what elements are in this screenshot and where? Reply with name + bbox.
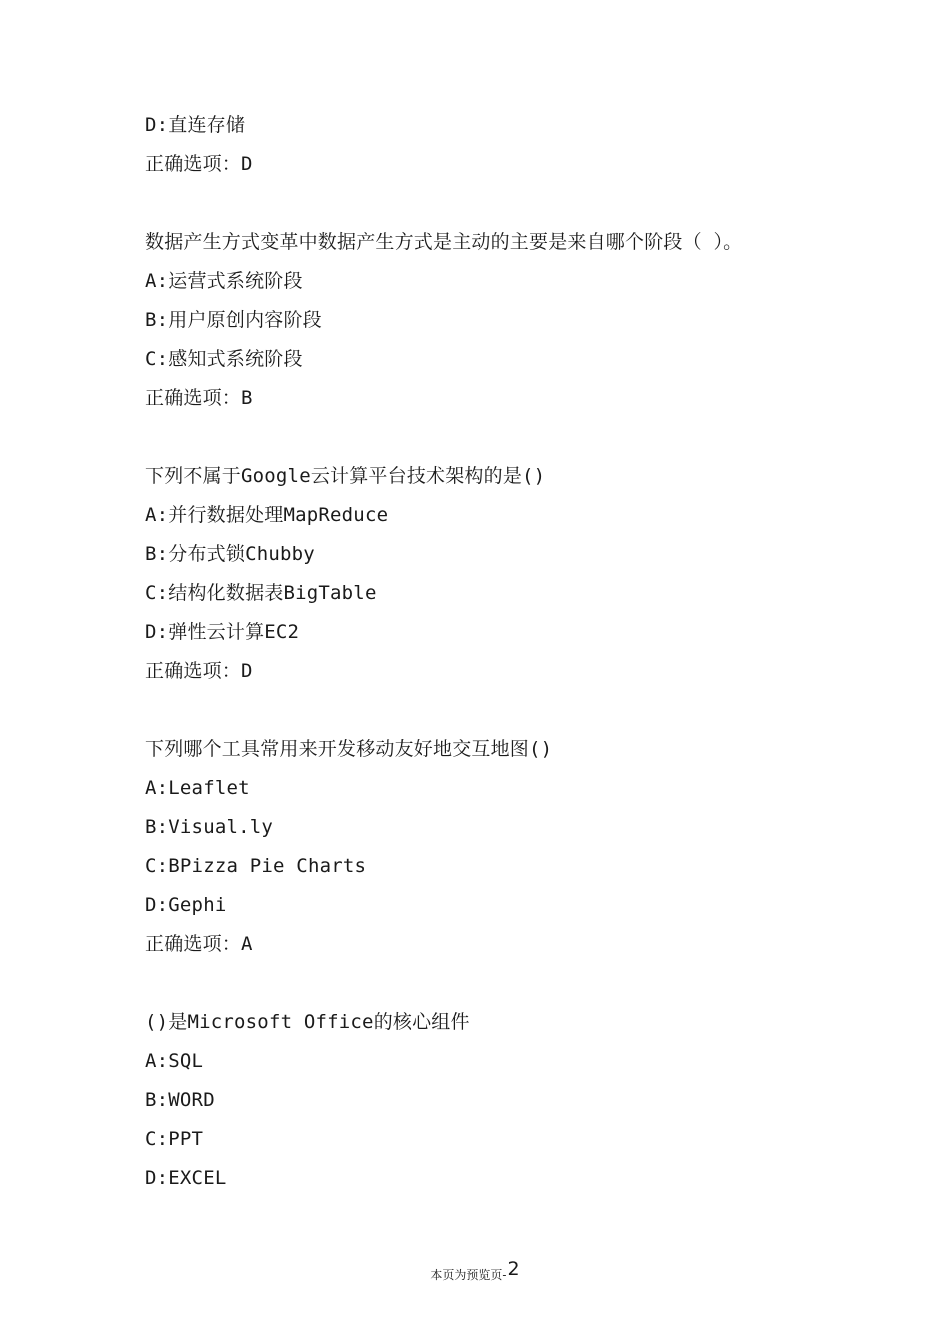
question-block: [145, 106, 865, 184]
option-c: C:PPT: [145, 1128, 204, 1150]
option-c: C:感知式系统阶段: [145, 348, 303, 370]
option-a: A:运营式系统阶段: [145, 270, 303, 292]
correct-answer: 正确选项：A: [145, 933, 253, 955]
option-b: B:Visual.ly: [145, 816, 274, 838]
option-d: D:EXCEL: [145, 1167, 227, 1189]
option-b: B:WORD: [145, 1089, 215, 1111]
question-stem: 数据产生方式变革中数据产生方式是主动的主要是来自哪个阶段（ ）。: [145, 231, 743, 253]
option-c: C:BPizza Pie Charts: [145, 855, 367, 877]
spacer: [145, 964, 865, 1003]
question-stem: ()是Microsoft Office的核心组件: [145, 1011, 470, 1033]
question-list: [145, 106, 865, 1198]
option-a: A:Leaflet: [145, 777, 250, 799]
question-block: [145, 730, 865, 964]
option-d: D:Gephi: [145, 894, 227, 916]
correct-answer: 正确选项：B: [145, 387, 253, 409]
question-block: [145, 1003, 865, 1198]
correct-answer: 正确选项：D: [145, 660, 253, 682]
question-block: [145, 457, 865, 691]
page-footer: [0, 1258, 950, 1284]
correct-answer: 正确选项：D: [145, 153, 253, 175]
spacer: [145, 691, 865, 730]
page-number: 2: [507, 1258, 520, 1280]
question-block: [145, 223, 865, 418]
spacer: [145, 418, 865, 457]
spacer: [145, 184, 865, 223]
option-c: C:结构化数据表BigTable: [145, 582, 377, 604]
option-b: B:分布式锁Chubby: [145, 543, 315, 565]
option-a: A:并行数据处理MapReduce: [145, 504, 389, 526]
question-stem: 下列哪个工具常用来开发移动友好地交互地图(): [145, 738, 553, 760]
option-d: D:直连存储: [145, 114, 246, 136]
option-d: D:弹性云计算EC2: [145, 621, 300, 643]
option-a: A:SQL: [145, 1050, 204, 1072]
footer-label: 本页为预览页-: [430, 1268, 507, 1282]
option-b: B:用户原创内容阶段: [145, 309, 322, 331]
question-stem: 下列不属于Google云计算平台技术架构的是(): [145, 465, 546, 487]
